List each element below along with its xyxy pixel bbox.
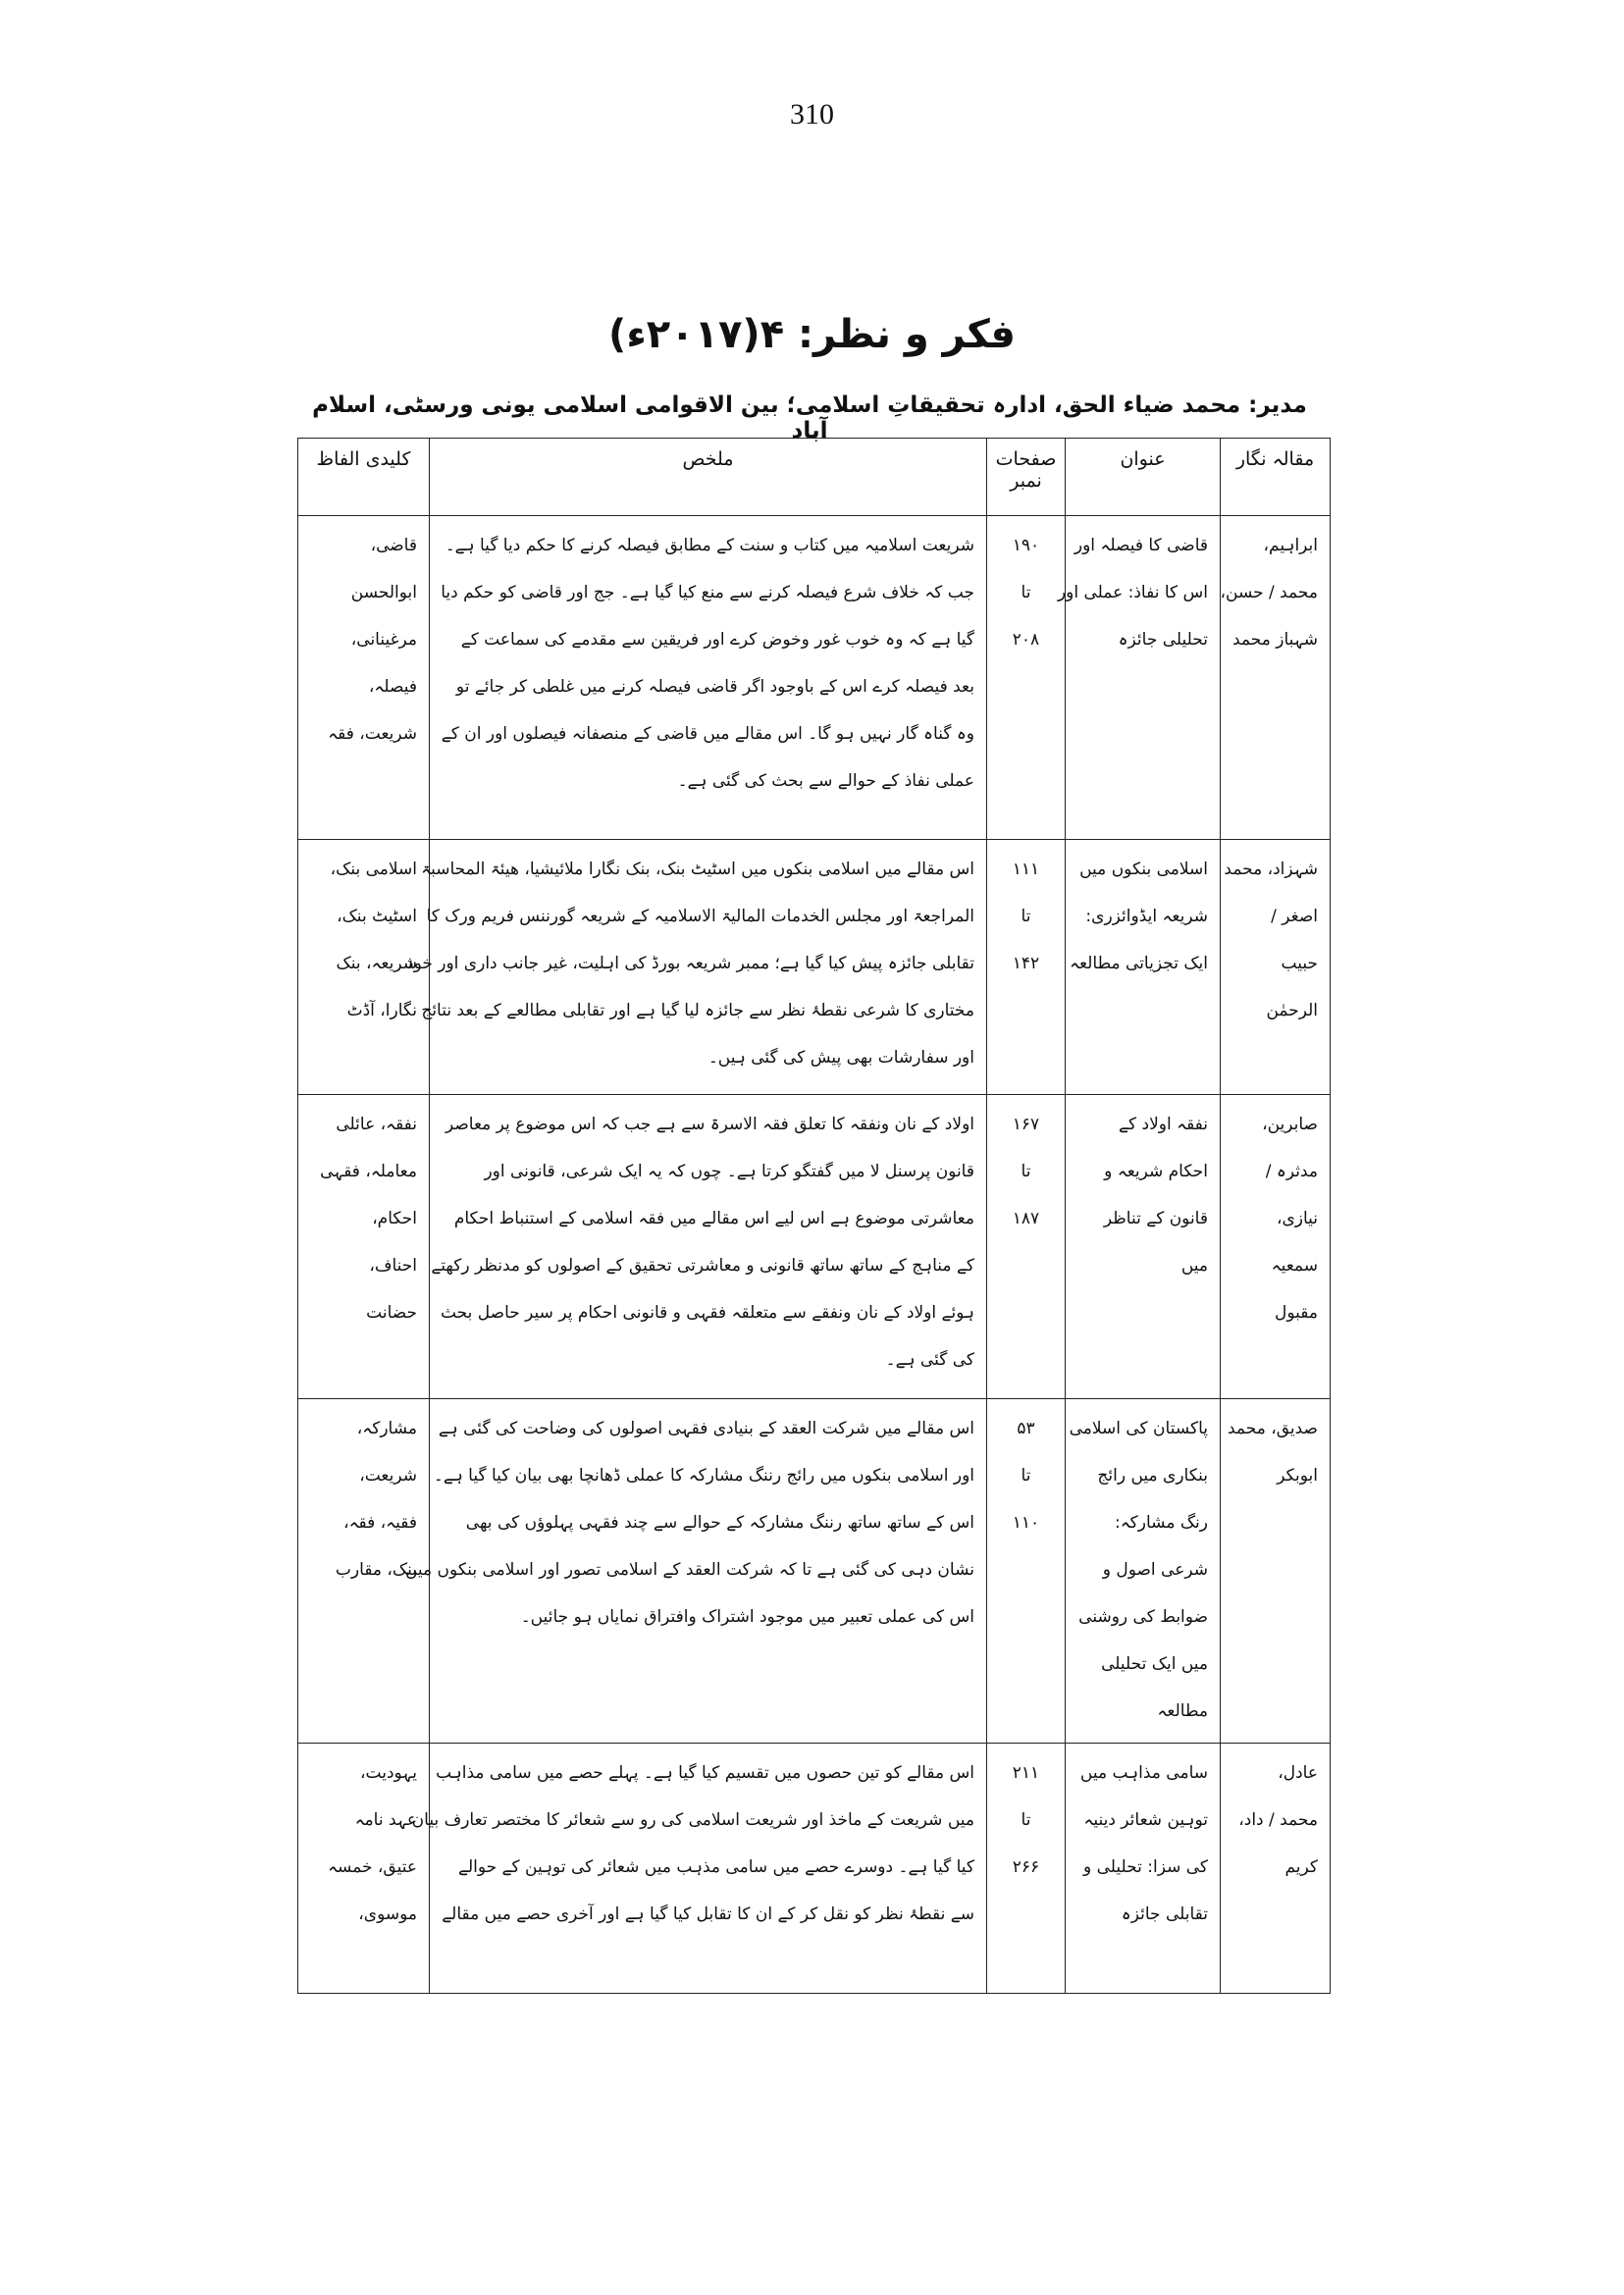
title-cell-line: مطالعہ xyxy=(1157,1701,1208,1721)
summary-cell-line: کیا گیا ہے۔ دوسرے حصے میں سامی مذہب میں شعائر کی توہین کے حوالے xyxy=(457,1857,974,1877)
summary-cell xyxy=(404,1399,987,1744)
author-cell-line: صابرین، xyxy=(1262,1115,1318,1134)
keywords-cell-line: فقیہ، فقہ، xyxy=(343,1513,417,1533)
keywords-cell-line: قاضی، xyxy=(370,536,417,555)
pages-cell-line: ۱۴۲ xyxy=(1012,954,1040,973)
pages-cell-line: ۲۰۸ xyxy=(1012,630,1040,650)
author-cell-line: اصغر / xyxy=(1271,907,1318,926)
keywords-cell xyxy=(298,516,430,840)
pages-cell-line: ۱۹۰ xyxy=(1012,536,1040,555)
pages-cell-line: ۱۱۰ xyxy=(1012,1513,1040,1533)
summary-cell-line: بعد فیصلہ کرے اس کے باوجود اگر قاضی فیصلہ کرنے میں غلطی کر جائے تو xyxy=(455,677,974,697)
title-cell xyxy=(1057,516,1221,840)
keywords-cell-line: شریعت، xyxy=(359,1466,417,1486)
table-row xyxy=(298,1744,1331,1994)
author-cell-line: سمعیہ xyxy=(1271,1256,1318,1276)
table-row xyxy=(298,1399,1331,1744)
title-cell-line: شرعی اصول و xyxy=(1102,1560,1208,1580)
author-cell xyxy=(1221,840,1331,1095)
header-summary: ملخص xyxy=(430,439,987,516)
summary-cell xyxy=(411,1744,987,1994)
keywords-cell-line: موسوی، xyxy=(358,1904,417,1924)
summary-cell-line: اس مقالے میں اسلامی بنکوں میں اسٹیٹ بنک، بنک نگارا ملائیشیا، ھیئۃ المحاسبۃ xyxy=(421,860,974,879)
author-cell-line: الرحمٰن xyxy=(1266,1001,1318,1020)
title-cell-line: میں xyxy=(1180,1256,1208,1276)
summary-cell-line: گیا ہے کہ وہ خوب غور وخوض کرے اور فریقین سے مقدمے کی سماعت کے xyxy=(460,630,974,650)
title-cell xyxy=(1066,1744,1221,1994)
title-cell-line: قانون کے تناظر xyxy=(1103,1209,1208,1228)
pages-cell-line: تا xyxy=(1021,583,1031,602)
summary-cell-line: مختاری کا شرعی نقطۂ نظر سے جائزہ لیا گیا ہے اور تقابلی مطالعے کے بعد نتائج xyxy=(421,1001,974,1020)
title-cell xyxy=(1066,1399,1221,1744)
keywords-cell xyxy=(298,1399,430,1744)
pages-cell xyxy=(987,1744,1066,1994)
author-cell xyxy=(1221,1744,1331,1994)
author-cell-line: کریم xyxy=(1284,1857,1318,1877)
keywords-cell-line: اسلامی بنک، xyxy=(330,860,417,879)
keywords-cell-line: فیصلہ، xyxy=(368,677,417,697)
title-cell-line: سامی مذاہب میں xyxy=(1079,1763,1208,1783)
header-pages-line2: نمبر xyxy=(1010,470,1042,492)
keywords-cell-line: احناف، xyxy=(369,1256,417,1276)
pages-cell-line: تا xyxy=(1021,1466,1031,1486)
summary-cell-line: تقابلی جائزہ پیش کیا گیا ہے؛ ممبر شریعہ بورڈ کی اہلیت، غیر جانب داری اور خود xyxy=(406,954,974,973)
author-cell-line: ابراہیم، xyxy=(1263,536,1318,555)
title-cell-line: توہین شعائر دینیہ xyxy=(1083,1810,1208,1830)
summary-cell-line: اس مقالے میں شرکت العقد کے بنیادی فقہی اصولوں کی وضاحت کی گئی ہے xyxy=(438,1419,974,1438)
summary-cell-line: میں شریعت کے ماخذ اور شریعت اسلامی کی رو سے شعائر کا مختصر تعارف بیان xyxy=(411,1810,974,1830)
summary-cell-line: ہوئے اولاد کے نان ونفقے سے متعلقہ فقہی و قانونی احکام پر سیر حاصل بحث xyxy=(440,1303,974,1323)
keywords-cell-line: نفقہ، عائلی xyxy=(336,1115,417,1134)
author-cell-line: محمد / داد، xyxy=(1238,1810,1318,1830)
summary-cell-line: کے مناہج کے ساتھ ساتھ قانونی و معاشرتی تحقیق کے اصولوں کو مدنظر رکھتے xyxy=(431,1256,974,1276)
pages-cell-line: ۲۱۱ xyxy=(1012,1763,1040,1783)
author-cell-line: حبیب xyxy=(1281,954,1318,973)
title-cell-line: تقابلی جائزہ xyxy=(1121,1904,1208,1924)
author-cell-line: صدیق، محمد xyxy=(1228,1419,1318,1438)
author-cell-line: شہباز محمد xyxy=(1232,630,1318,650)
summary-cell-line: اور اسلامی بنکوں میں رائج رننگ مشارکہ کا عملی ڈھانچا بھی بیان کیا گیا ہے۔ xyxy=(433,1466,974,1486)
pages-cell-line: تا xyxy=(1021,1162,1031,1181)
title-cell-line: پاکستان کی اسلامی xyxy=(1069,1419,1208,1438)
pages-cell-line: ۱۱۱ xyxy=(1012,860,1040,879)
summary-cell-line: کی گئی ہے۔ xyxy=(885,1350,974,1370)
keywords-cell-line: عہد نامہ xyxy=(354,1810,417,1830)
page-number: 310 xyxy=(790,98,834,130)
keywords-cell-line: یہودیت، xyxy=(360,1763,417,1783)
pages-cell xyxy=(987,1399,1066,1744)
table-row xyxy=(298,516,1331,840)
summary-cell-line: سے نقطۂ نظر کو نقل کر کے ان کا تقابل کیا گیا ہے اور آخری حصے میں مقالے xyxy=(442,1904,974,1924)
summary-cell-line: معاشرتی موضوع ہے اس لیے اس مقالے میں فقہ اسلامی کے استنباط احکام xyxy=(453,1209,974,1228)
keywords-cell-line: نگارا، آڈٹ xyxy=(346,1001,417,1020)
author-cell-line: شہزاد، محمد xyxy=(1224,860,1318,879)
pages-cell xyxy=(987,1095,1066,1399)
title-cell-line: اس کا نفاذ: عملی اور xyxy=(1057,583,1208,602)
title-cell-line: میں ایک تحلیلی xyxy=(1101,1654,1208,1674)
keywords-cell-line: شریعت، فقہ xyxy=(328,724,417,744)
keywords-cell xyxy=(298,1095,430,1399)
header-title: عنوان xyxy=(1066,439,1221,516)
title-cell-line: کی سزا: تحلیلی و xyxy=(1082,1857,1208,1877)
summary-cell-line: اس کے ساتھ ساتھ رننگ مشارکہ کے حوالے سے چند فقہی پہلوؤں کی بھی xyxy=(465,1513,974,1533)
articles-table xyxy=(297,438,1331,1994)
pages-cell-line: ۱۸۷ xyxy=(1012,1209,1040,1228)
table-row xyxy=(298,1095,1331,1399)
title-cell-line: رنگ مشارکہ: xyxy=(1114,1513,1208,1533)
pages-cell-line: ۱۶۷ xyxy=(1012,1115,1040,1134)
summary-cell-line: عملی نفاذ کے حوالے سے بحث کی گئی ہے۔ xyxy=(677,771,974,791)
title-cell-line: تحلیلی جائزہ xyxy=(1118,630,1208,650)
author-cell-line: مقبول xyxy=(1275,1303,1318,1323)
keywords-cell xyxy=(298,840,430,1095)
keywords-cell-line: اسٹیٹ بنک، xyxy=(337,907,417,926)
table-header-row xyxy=(298,439,1331,516)
summary-cell-line: اس کی عملی تعبیر میں موجود اشتراک وافتراق نمایاں ہو جائیں۔ xyxy=(520,1607,974,1627)
table-body xyxy=(298,516,1331,1994)
keywords-cell-line: بنک، مقارب xyxy=(335,1560,417,1580)
title-cell xyxy=(1066,1095,1221,1399)
author-cell-line: عادل، xyxy=(1278,1763,1318,1783)
summary-cell-line: جب کہ خلاف شرع فیصلہ کرنے سے منع کیا گیا ہے۔ جج اور قاضی کو حکم دیا xyxy=(441,583,974,602)
header-pages-line1: صفحات xyxy=(995,448,1057,470)
keywords-cell-line: حضانت xyxy=(366,1303,417,1323)
pages-cell-line: ۵۳ xyxy=(1017,1419,1035,1438)
keywords-cell-line: مشارکہ، xyxy=(356,1419,417,1438)
summary-cell-line: المراجعۃ اور مجلس الخدمات المالیۃ الاسلامیہ کے شریعہ گورننس فریم ورک کا xyxy=(426,907,974,926)
pages-cell-line: تا xyxy=(1021,1810,1031,1830)
keywords-cell xyxy=(298,1744,430,1994)
summary-cell-line: وہ گناہ گار نہیں ہو گا۔ اس مقالے میں قاضی کے منصفانہ فیصلوں اور ان کے xyxy=(441,724,974,744)
journal-title: فکر و نظر: ۴(۲۰۱۷ء) xyxy=(608,312,1016,357)
summary-cell xyxy=(430,1095,987,1399)
header-keywords: کلیدی الفاظ xyxy=(298,439,430,516)
summary-cell-line: قانون پرسنل لا میں گفتگو کرتا ہے۔ چوں کہ یہ ایک شرعی، قانونی اور xyxy=(484,1162,974,1181)
summary-cell-line: اولاد کے نان ونفقہ کا تعلق فقہ الاسرۃ سے ہے جب کہ اس موضوع پر معاصر xyxy=(445,1115,974,1134)
keywords-cell-line: مرغینانی، xyxy=(350,630,417,650)
author-cell xyxy=(1221,1399,1331,1744)
title-cell-line: شریعہ ایڈوائزری: xyxy=(1085,907,1208,926)
author-cell-line: محمد / حسن، xyxy=(1220,583,1318,602)
keywords-cell-line: معاملہ، فقہی xyxy=(320,1162,417,1181)
table-row xyxy=(298,840,1331,1095)
summary-cell-line: اور سفارشات بھی پیش کی گئی ہیں۔ xyxy=(707,1048,974,1068)
summary-cell-line: شریعت اسلامیہ میں کتاب و سنت کے مطابق فیصلہ کرنے کا حکم دیا گیا ہے۔ xyxy=(445,536,974,555)
pages-cell-line: تا xyxy=(1021,907,1031,926)
header-pages xyxy=(987,439,1066,516)
keywords-cell-line: عتیق، خمسہ xyxy=(328,1857,417,1877)
title-cell-line: اسلامی بنکوں میں xyxy=(1079,860,1208,879)
title-cell-line: نفقہ اولاد کے xyxy=(1119,1115,1208,1134)
title-cell xyxy=(1066,840,1221,1095)
title-cell-line: بنکاری میں رائج xyxy=(1097,1466,1208,1486)
author-cell xyxy=(1221,1095,1331,1399)
header-author: مقالہ نگار xyxy=(1221,439,1331,516)
keywords-cell-line: ابوالحسن xyxy=(350,583,417,602)
summary-cell-line: اس مقالے کو تین حصوں میں تقسیم کیا گیا ہے۔ پہلے حصے میں سامی مذاہب xyxy=(436,1763,974,1783)
author-cell xyxy=(1221,516,1331,840)
pages-cell-line: ۲۶۶ xyxy=(1012,1857,1040,1877)
author-cell-line: مدثرہ / xyxy=(1265,1162,1318,1181)
title-cell-line: احکام شریعہ و xyxy=(1104,1162,1208,1181)
keywords-cell-line: شریعہ، بنک xyxy=(336,954,417,973)
author-cell-line: نیازی، xyxy=(1276,1209,1318,1228)
title-cell-line: قاضی کا فیصلہ اور xyxy=(1074,536,1208,555)
summary-cell-line: نشان دہی کی گئی ہے تا کہ شرکت العقد کے اسلامی تصور اور اسلامی بنکوں میں xyxy=(404,1560,974,1580)
title-cell-line: ضوابط کی روشنی xyxy=(1078,1607,1208,1627)
summary-cell xyxy=(406,840,987,1095)
pages-cell xyxy=(987,516,1066,840)
title-cell-line: ایک تجزیاتی مطالعہ xyxy=(1070,954,1208,973)
author-cell-line: ابوبکر xyxy=(1277,1466,1318,1486)
pages-cell xyxy=(987,840,1066,1095)
summary-cell xyxy=(430,516,987,840)
keywords-cell-line: احکام، xyxy=(372,1209,417,1228)
editor-line: مدیر: محمد ضیاء الحق، ادارہ تحقیقاتِ اسلامی؛ بین الاقوامی اسلامی یونی ورسٹی، اسلام آباد xyxy=(312,392,1307,443)
